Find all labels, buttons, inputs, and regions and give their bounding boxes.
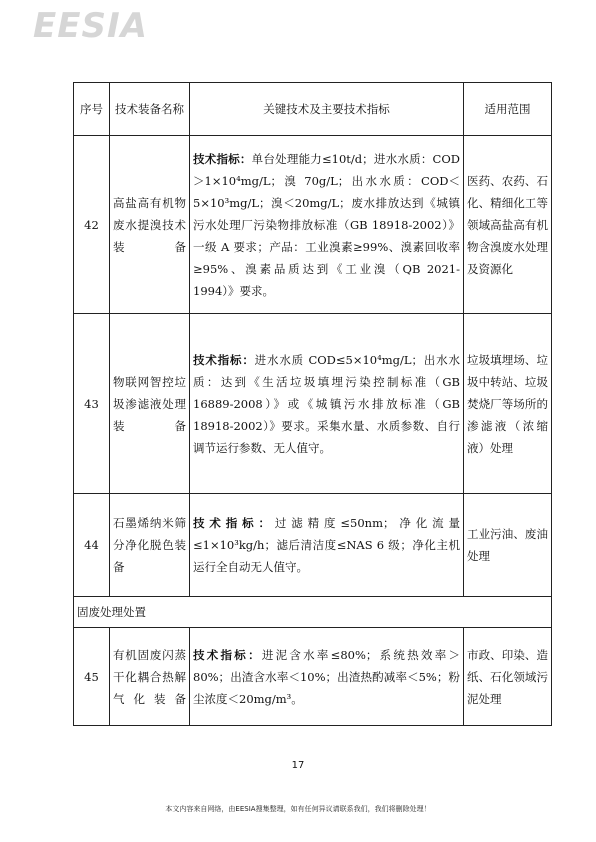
indicator-text: 单台处理能力≤10t/d；进水水质：COD＞1×10⁴mg/L；溴 70g/L；出水水质：COD＜5×10³mg/L；溴＜20mg/L；废水排放达到《城镇污水处理厂污染物排放标准（GB 18918-2002）》一级 A 要求；产品：工业溴素≥99%、溴素回收率≥95%、溴素品质达到《工业溴（QB 2021-1994）》要求。 bbox=[193, 151, 460, 298]
header-index: 序号 bbox=[74, 83, 110, 136]
application-scope: 医药、农药、石化、精细化工等领域高盐高有机物含溴废水处理及资源化 bbox=[464, 136, 552, 314]
equipment-name: 物联网智控垃圾渗滤液处理装备 bbox=[110, 314, 190, 494]
technical-indicators bbox=[190, 136, 464, 314]
table-row bbox=[74, 136, 552, 314]
row-number: 44 bbox=[74, 494, 110, 597]
indicator-label: 技术指标： bbox=[193, 151, 252, 166]
row-number: 42 bbox=[74, 136, 110, 314]
table-row bbox=[74, 628, 552, 726]
indicator-label: 技术指标： bbox=[193, 647, 262, 662]
header-scope: 适用范围 bbox=[464, 83, 552, 136]
indicator-text: 进水水质 COD≤5×10⁴mg/L；出水水质：达到《生活垃圾填埋污染控制标准（GB 16889-2008）》或《城镇污水排放标准（GB 18918-2002）》要求。采集水量、水质参数、自行调节运行参数、无人值守。 bbox=[193, 352, 461, 455]
indicator-text: 进泥含水率≤80%；系统热效率＞80%；出渣含水率＜10%；出渣热酌减率＜5%；粉尘浓度＜20mg/m³。 bbox=[193, 647, 460, 706]
application-scope: 市政、印染、造纸、石化领域污泥处理 bbox=[464, 628, 552, 726]
equipment-name: 高盐高有机物废水提溴技术装备 bbox=[110, 136, 190, 314]
row-number: 45 bbox=[74, 628, 110, 726]
row-number: 43 bbox=[74, 314, 110, 494]
application-scope: 工业污油、废油处理 bbox=[464, 494, 552, 597]
technical-indicators bbox=[190, 628, 464, 726]
equipment-name: 石墨烯纳米筛分净化脱色装备 bbox=[110, 494, 190, 597]
equipment-name: 有机固废闪蒸干化耦合热解气化装备 bbox=[110, 628, 190, 726]
table-header-row bbox=[74, 83, 552, 136]
technical-indicators bbox=[190, 494, 464, 597]
equipment-table bbox=[73, 82, 552, 726]
page-number: 17 bbox=[291, 760, 305, 771]
table-row bbox=[74, 494, 552, 597]
indicator-label: 技术指标： bbox=[193, 516, 275, 530]
indicator-label: 技术指标： bbox=[193, 352, 255, 367]
header-equipment-name: 技术装备名称 bbox=[110, 83, 190, 136]
section-title: 固废处理处置 bbox=[74, 597, 552, 628]
eesia-logo: EESIA bbox=[33, 6, 148, 46]
table-row bbox=[74, 314, 552, 494]
application-scope: 垃圾填埋场、垃圾中转站、垃圾焚烧厂等场所的渗滤液（浓缩液）处理 bbox=[464, 314, 552, 494]
indicator-text: 过滤精度≤50nm；净化流量≤1×10³kg/h；滤后清洁度≤NAS 6 级；净化主机运行全自动无人值守。 bbox=[193, 516, 460, 574]
section-row bbox=[74, 597, 552, 628]
footer-note: 本文内容来自网络，由EESIA搜集整理，如有任何异议请联系我们，我们将删除处理！ bbox=[165, 805, 431, 813]
technical-indicators bbox=[190, 314, 464, 494]
header-key-technology: 关键技术及主要技术指标 bbox=[190, 83, 464, 136]
